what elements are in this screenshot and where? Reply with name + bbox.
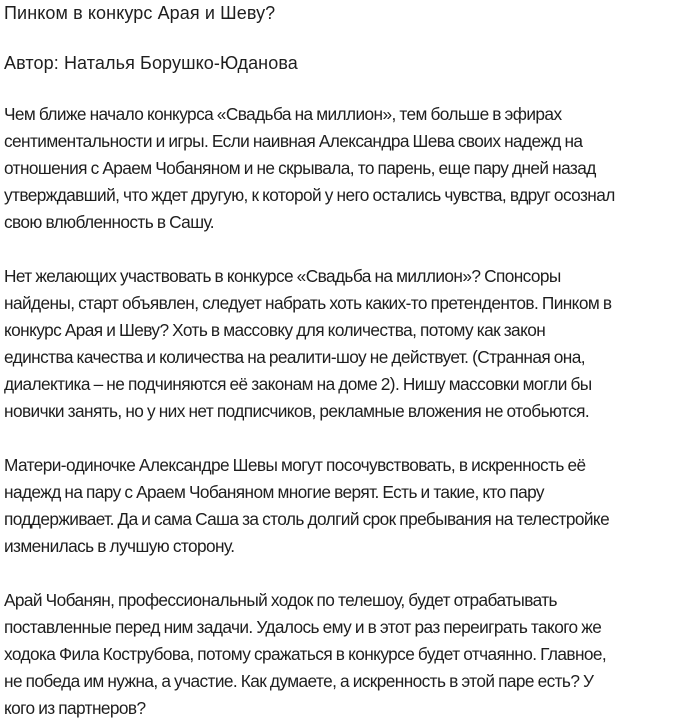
paragraph-line: не победа им нужна, а участие. Как думаете, а искренность в этой паре есть? У xyxy=(4,671,594,691)
paragraph-line: сентиментальности и игры. Если наивная Александра Шева своих надежд на xyxy=(4,131,583,151)
paragraph-line: свою влюбленность в Сашу. xyxy=(4,212,214,232)
paragraph-3 xyxy=(4,452,699,560)
paragraph-line: диалектика – не подчиняются её законам на доме 2). Нишу массовки могли бы xyxy=(4,374,592,394)
paragraph-line: конкурс Арая и Шеву? Хоть в массовку для количества, потому как закон xyxy=(4,320,546,340)
paragraph-2 xyxy=(4,263,699,425)
paragraph-line: найдены, старт объявлен, следует набрать хоть каких-то претендентов. Пинком в xyxy=(4,293,612,313)
article xyxy=(4,0,699,722)
paragraph-line: Нет желающих участвовать в конкурсе «Свадьба на миллион»? Спонсоры xyxy=(4,266,561,286)
paragraph-line: единства качества и количества на реалити-шоу не действует. (Странная она, xyxy=(4,347,585,367)
paragraph-1 xyxy=(4,101,699,236)
paragraph-line: отношения с Араем Чобаняном и не скрывала, то парень, еще пару дней назад xyxy=(4,158,596,178)
paragraph-line: ходока Фила Кострубова, потому сражаться в конкурсе будет отчаянно. Главное, xyxy=(4,644,607,664)
paragraph-4 xyxy=(4,587,699,722)
paragraph-line: новички занять, но у них нет подписчиков, рекламные вложения не отобьются. xyxy=(4,401,590,421)
paragraph-line: Чем ближе начало конкурса «Свадьба на миллион», тем больше в эфирах xyxy=(4,104,562,124)
article-title: Пинком в конкурс Арая и Шеву? xyxy=(4,3,276,23)
paragraph-line: Матери-одиночке Александре Шевы могут посочувствовать, в искренность её xyxy=(4,455,586,475)
paragraph-line: кого из партнеров? xyxy=(4,698,146,718)
paragraph-line: надежд на пару с Араем Чобаняном многие верят. Есть и такие, кто пару xyxy=(4,482,544,502)
paragraph-line: поддерживает. Да и сама Саша за столь долгий срок пребывания на телестройке xyxy=(4,509,610,529)
paragraph-line: утверждавший, что ждет другую, к которой у него остались чувства, вдруг осознал xyxy=(4,185,615,205)
paragraph-line: Арай Чобанян, профессиональный ходок по телешоу, будет отрабатывать xyxy=(4,590,557,610)
paragraph-line: поставленные перед ним задачи. Удалось ему и в этот раз переиграть такого же xyxy=(4,617,602,637)
paragraph-line: изменилась в лучшую сторону. xyxy=(4,536,235,556)
article-author: Автор: Наталья Борушко-Юданова xyxy=(4,53,298,73)
